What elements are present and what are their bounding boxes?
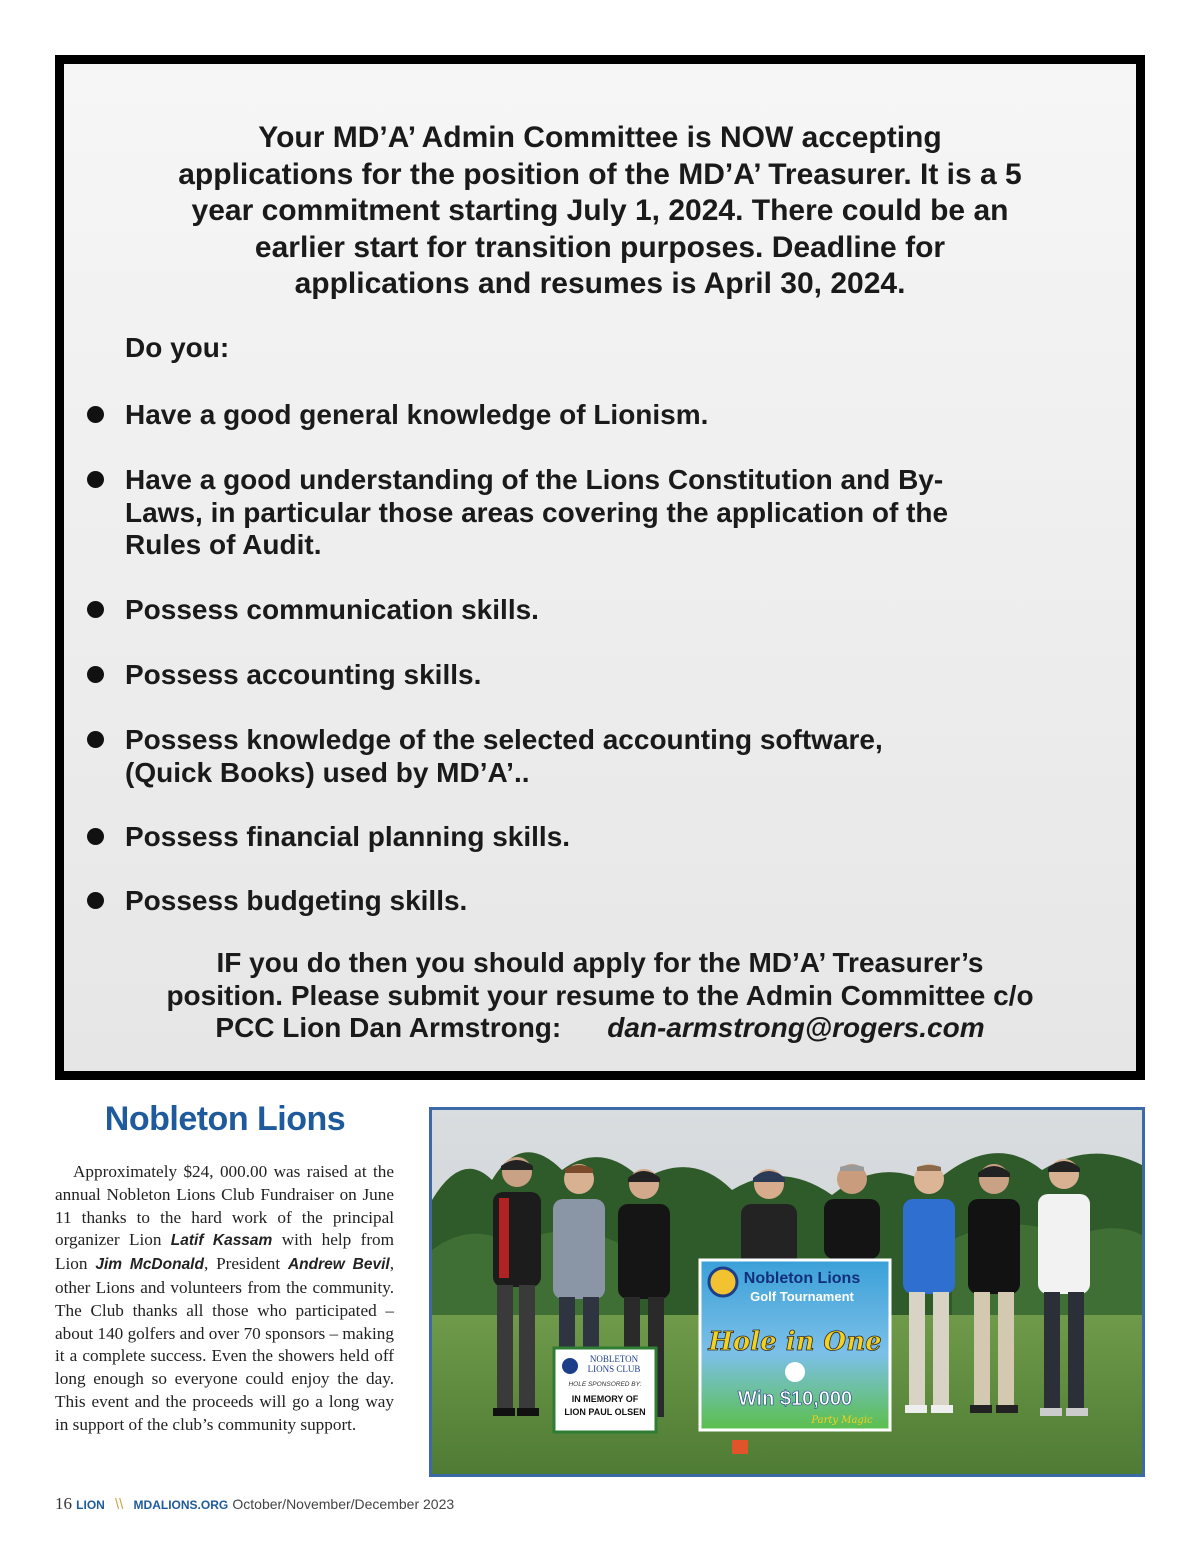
person-name: Jim McDonald: [95, 1256, 204, 1274]
issue-date: October/November/December 2023: [232, 1496, 455, 1512]
requirement-text: Have a good understanding of the Lions Constitution and By-: [125, 464, 944, 495]
closing-line: IF you do then you should apply for the MD’A’ Treasurer’s: [216, 947, 984, 978]
do-you-heading: Do you:: [125, 332, 230, 363]
body-text: , President: [203, 1254, 288, 1274]
sign-club: LIONS CLUB: [587, 1364, 641, 1374]
banner-prize: Win $10,000: [737, 1388, 853, 1410]
magazine-name: LION: [76, 1498, 105, 1512]
contact-line: [94, 1012, 1106, 1045]
site-link[interactable]: MDALIONS.ORG: [133, 1498, 229, 1512]
lions-logo-icon: [562, 1358, 578, 1374]
photo-illustration: [432, 1110, 1142, 1474]
golf-group-photo: [429, 1107, 1145, 1477]
requirement-item: [125, 885, 1085, 918]
intro-line: Your MD’A’ Admin Committee is NOW accepting: [258, 121, 942, 154]
memorial-sign: [554, 1348, 656, 1432]
contact-email[interactable]: dan-armstrong@rogers.com: [607, 1012, 985, 1043]
contact-name: PCC Lion Dan Armstrong:: [215, 1012, 562, 1043]
requirement-text: Have a good general knowledge of Lionism.: [125, 399, 709, 430]
body-text: with help from Lion: [55, 1230, 395, 1274]
bullet-icon: [87, 601, 104, 618]
requirement-text: Possess communication skills.: [125, 594, 539, 625]
banner-script: Hole in One: [708, 1327, 882, 1357]
lions-logo-icon: [709, 1268, 737, 1296]
page-footer: [55, 1494, 454, 1514]
intro-line: earlier start for transition purposes. Deadline for: [254, 230, 946, 264]
requirement-item: [125, 659, 1085, 692]
golf-ball-icon: [785, 1362, 805, 1382]
body-text: , other Lions and volunteers from the community. The Club thanks all those who participated – about 140 golfers and over 70 sponsors – making it a complete success. Even the showers held off long enough so everyone could enjoy the day. This event and the proceeds will go a long way in support of the club’s community support.: [55, 1254, 395, 1434]
requirement-text: (Quick Books) used by MD’A’..: [125, 756, 530, 788]
notice-closing: [94, 947, 1106, 1045]
requirement-text: Laws, in particular those areas covering the application of the: [125, 496, 949, 528]
banner-title: Nobleton Lions: [743, 1270, 861, 1287]
person-name: Latif Kassam: [170, 1232, 273, 1250]
sign-memory: LION PAUL OLSEN: [564, 1407, 646, 1417]
requirement-item: [125, 594, 1085, 627]
bullet-icon: [87, 731, 104, 748]
sign-club: NOBLETON: [589, 1354, 639, 1364]
sign-sponsored: HOLE SPONSORED BY:: [568, 1381, 642, 1388]
sign-memory: IN MEMORY OF: [571, 1394, 639, 1404]
intro-line: applications and resumes is April 30, 2024.: [294, 267, 906, 300]
requirement-item: [125, 724, 1085, 789]
bullet-icon: [87, 828, 104, 845]
requirement-item: [125, 399, 1085, 432]
intro-line: year commitment starting July 1, 2024. There could be an: [191, 194, 1009, 227]
bullet-icon: [87, 406, 104, 423]
requirement-item: [125, 821, 1085, 854]
banner-sponsor: Party Magic: [811, 1415, 873, 1426]
notice-intro: [104, 120, 1096, 303]
requirement-text: Possess budgeting skills.: [125, 885, 468, 916]
body-text: Approximately $24, 000.00 was raised at the annual Nobleton Lions Club Fundraiser on June 11 thanks to the hard work of the principal organizer Lion: [55, 1162, 394, 1250]
bullet-icon: [87, 471, 104, 488]
tournament-banner: [700, 1260, 890, 1430]
bullet-icon: [87, 666, 104, 683]
footer-separator: \\: [115, 1496, 124, 1513]
requirement-item: [125, 464, 1085, 562]
requirement-text: Possess accounting skills.: [125, 659, 482, 690]
treasurer-notice: [55, 55, 1145, 1080]
article-body: [55, 1161, 394, 1437]
requirement-text: Possess knowledge of the selected accounting software,: [125, 724, 883, 755]
bullet-icon: [87, 892, 104, 909]
page-number: 16: [55, 1494, 72, 1513]
person-name: Andrew Bevil: [287, 1256, 390, 1274]
banner-subtitle: Golf Tournament: [750, 1289, 854, 1304]
intro-line: applications for the position of the MD’A’ Treasurer. It is a 5: [178, 157, 1022, 191]
closing-line: position. Please submit your resume to the Admin Committee c/o: [166, 979, 1034, 1011]
requirement-text: Possess financial planning skills.: [125, 821, 571, 852]
tee-marker: [732, 1440, 748, 1454]
article-title: Nobleton Lions: [104, 1100, 346, 1138]
requirement-text: Rules of Audit.: [125, 529, 322, 560]
